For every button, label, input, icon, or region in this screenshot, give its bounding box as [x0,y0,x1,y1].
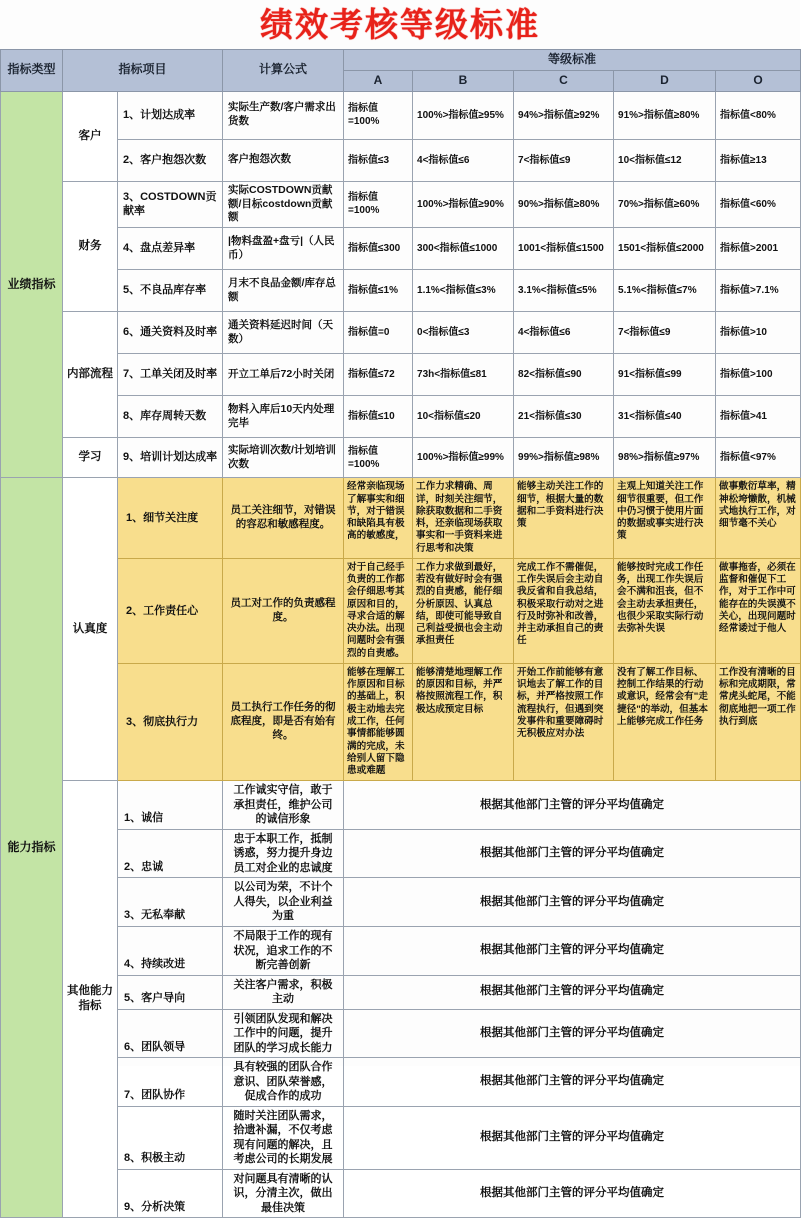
grade-c-value: 7<指标值≤9 [514,139,614,181]
table-row [1,663,801,780]
table-row [1,1106,801,1169]
indicator-item: 7、团队协作 [118,1058,223,1107]
grade-a-value: 能够在理解工作原因和目标的基础上，积极主动地去完成工作，任何事情都能够圆满的完成，未给别人留下隐患或难题 [344,663,413,780]
grade-merged-note: 根据其他部门主管的评分平均值确定 [344,1169,801,1218]
indicator-formula: 通关资料延迟时间（天数） [223,312,344,354]
grade-d-value: 5.1%<指标值≤7% [614,270,716,312]
grade-a-value: 指标值≤72 [344,354,413,396]
grade-o-value: 指标值>7.1% [716,270,801,312]
group-label-internal-process: 内部流程 [63,312,118,438]
group-label-finance: 财务 [63,181,118,312]
grade-a-value: 指标值≤300 [344,228,413,270]
grade-b-value: 工作力求做到最好，若没有做好时会有强烈的自责感，能仔细分析原因、认真总结，即使可能导致自己利益受损也会主动承担责任 [413,558,514,663]
indicator-item: 6、通关资料及时率 [118,312,223,354]
grade-c-value: 21<指标值≤30 [514,396,614,438]
table-row [1,91,801,139]
indicator-formula: 对问题具有清晰的认识，分清主次，做出最佳决策 [223,1169,344,1218]
header-indicator-item: 指标项目 [63,50,223,92]
indicator-item: 1、计划达成率 [118,91,223,139]
indicator-formula: 不局限于工作的现有状况，追求工作的不断完善创新 [223,926,344,975]
indicator-item: 8、积极主动 [118,1106,223,1169]
indicator-item: 7、工单关闭及时率 [118,354,223,396]
indicator-formula: 具有较强的团队合作意识、团队荣誉感，促成合作的成功 [223,1058,344,1107]
table-row [1,438,801,478]
indicator-formula: 忠于本职工作，抵制诱惑，努力提升身边员工对企业的忠诚度 [223,829,344,878]
grade-d-value: 10<指标值≤12 [614,139,716,181]
table-row [1,829,801,878]
indicator-formula: |物料盘盈+盘亏|（人民币） [223,228,344,270]
grade-d-value: 7<指标值≤9 [614,312,716,354]
indicator-formula: 实际生产数/客户需求出货数 [223,91,344,139]
group-label-learning: 学习 [63,438,118,478]
table-row [1,558,801,663]
grade-c-value: 90%>指标值≥80% [514,181,614,228]
table-row [1,1058,801,1107]
grade-o-value: 指标值≥13 [716,139,801,181]
grade-merged-note: 根据其他部门主管的评分平均值确定 [344,829,801,878]
header-indicator-type: 指标类型 [1,50,63,92]
grade-a-value: 指标值=100% [344,91,413,139]
indicator-formula: 开立工单后72小时关闭 [223,354,344,396]
table-row [1,181,801,228]
grade-merged-note: 根据其他部门主管的评分平均值确定 [344,975,801,1009]
table-row [1,354,801,396]
indicator-item: 3、COSTDOWN贡献率 [118,181,223,228]
grade-a-value: 指标值=100% [344,438,413,478]
indicator-formula: 月末不良品金额/库存总额 [223,270,344,312]
grade-c-value: 完成工作不需催促，工作失误后会主动自我反省和自我总结，积极采取行动对之进行及时弥补和改善，并主动承担自己的责任 [514,558,614,663]
header-grade-o: O [716,70,801,91]
table-row [1,975,801,1009]
grade-c-value: 能够主动关注工作的细节，根据大量的数据和二手资料进行决策 [514,478,614,559]
grade-b-value: 0<指标值≤3 [413,312,514,354]
grade-a-value: 指标值≤10 [344,396,413,438]
header-grade-d: D [614,70,716,91]
section-label-performance: 业绩指标 [1,91,63,478]
grade-o-value: 指标值>10 [716,312,801,354]
grade-b-value: 100%>指标值≥99% [413,438,514,478]
indicator-formula: 物料入库后10天内处理完毕 [223,396,344,438]
table-row [1,926,801,975]
grade-c-value: 94%>指标值≥92% [514,91,614,139]
grade-b-value: 工作力求精确、周详，时刻关注细节，除获取数据和二手资料，还亲临现场获取事实和一手资料来进行思考和决策 [413,478,514,559]
indicator-item: 8、库存周转天数 [118,396,223,438]
grade-o-value: 做事敷衍草率，精神松垮懒散，机械式地执行工作，对细节毫不关心 [716,478,801,559]
grade-a-value: 指标值≤1% [344,270,413,312]
grade-b-value: 73h<指标值≤81 [413,354,514,396]
header-grade-a: A [344,70,413,91]
indicator-item: 4、持续改进 [118,926,223,975]
table-row [1,270,801,312]
grade-o-value: 工作没有清晰的目标和完成期限，常常虎头蛇尾，不能彻底地把一项工作执行到底 [716,663,801,780]
indicator-formula: 关注客户需求，积极主动 [223,975,344,1009]
indicator-formula: 实际COSTDOWN贡献额/目标costdown贡献额 [223,181,344,228]
indicator-item: 9、分析决策 [118,1169,223,1218]
indicator-item: 4、盘点差异率 [118,228,223,270]
grade-c-value: 4<指标值≤6 [514,312,614,354]
indicator-formula: 实际培训次数/计划培训次数 [223,438,344,478]
table-row [1,478,801,559]
table-row [1,781,801,830]
grade-o-value: 指标值<60% [716,181,801,228]
grade-c-value: 99%>指标值≥98% [514,438,614,478]
indicator-formula: 员工执行工作任务的彻底程度，即是否有始有终。 [223,663,344,780]
grade-d-value: 70%>指标值≥60% [614,181,716,228]
grade-merged-note: 根据其他部门主管的评分平均值确定 [344,1009,801,1058]
performance-standard-table [0,49,801,1218]
grade-d-value: 98%>指标值≥97% [614,438,716,478]
section-label-capability: 能力指标 [1,478,63,1218]
table-row [1,1009,801,1058]
indicator-item: 2、工作责任心 [118,558,223,663]
grade-d-value: 能够按时完成工作任务，出现工作失误后会不满和沮丧，但不会主动去承担责任，也很少采取实际行动去弥补失误 [614,558,716,663]
grade-merged-note: 根据其他部门主管的评分平均值确定 [344,878,801,927]
indicator-formula: 客户抱怨次数 [223,139,344,181]
grade-b-value: 1.1%<指标值≤3% [413,270,514,312]
grade-b-value: 100%>指标值≥95% [413,91,514,139]
grade-a-value: 指标值=100% [344,181,413,228]
header-grade-group: 等级标准 [344,50,801,71]
grade-d-value: 没有了解工作目标、控制工作结果的行动或意识，经常会有"走捷径"的举动，但基本上能够完成工作任务 [614,663,716,780]
grade-a-value: 指标值=0 [344,312,413,354]
group-label-conscientiousness: 认真度 [63,478,118,781]
grade-b-value: 4<指标值≤6 [413,139,514,181]
indicator-item: 2、忠诚 [118,829,223,878]
indicator-formula: 员工关注细节，对错误的容忍和敏感程度。 [223,478,344,559]
group-label-other-capability: 其他能力指标 [63,781,118,1218]
indicator-item: 3、无私奉献 [118,878,223,927]
grade-d-value: 31<指标值≤40 [614,396,716,438]
grade-c-value: 1001<指标值≤1500 [514,228,614,270]
grade-o-value: 指标值>41 [716,396,801,438]
grade-a-value: 对于自己经手负责的工作都会仔细思考其原因和目的，寻求合适的解决办法。出现问题时会有强烈的自责感。 [344,558,413,663]
table-header-row-1 [1,50,801,71]
indicator-item: 1、细节关注度 [118,478,223,559]
grade-o-value: 指标值>2001 [716,228,801,270]
header-grade-b: B [413,70,514,91]
grade-c-value: 开始工作前能够有意识地去了解工作的目标，并严格按照工作流程执行，但遇到突发事件和重要障碍时无积极应对办法 [514,663,614,780]
indicator-item: 1、诚信 [118,781,223,830]
group-label-customer: 客户 [63,91,118,181]
grade-o-value: 指标值<97% [716,438,801,478]
table-row [1,312,801,354]
indicator-formula: 员工对工作的负责感程度。 [223,558,344,663]
grade-o-value: 做事拖沓，必须在监督和催促下工作，对于工作中可能存在的失误漠不关心，出现问题时经常诿过于他人 [716,558,801,663]
indicator-formula: 以公司为荣，不计个人得失，以企业利益为重 [223,878,344,927]
grade-b-value: 能够清楚地理解工作的原因和目标，并严格按照流程工作，积极达成预定目标 [413,663,514,780]
grade-d-value: 91%>指标值≥80% [614,91,716,139]
grade-merged-note: 根据其他部门主管的评分平均值确定 [344,1058,801,1107]
grade-a-value: 指标值≤3 [344,139,413,181]
grade-d-value: 91<指标值≤99 [614,354,716,396]
grade-o-value: 指标值<80% [716,91,801,139]
indicator-formula: 引领团队发现和解决工作中的问题，提升团队的学习成长能力 [223,1009,344,1058]
indicator-formula: 随时关注团队需求，拾遗补漏，不仅考虑现有问题的解决，且考虑公司的长期发展 [223,1106,344,1169]
header-formula: 计算公式 [223,50,344,92]
indicator-item: 6、团队领导 [118,1009,223,1058]
indicator-item: 5、客户导向 [118,975,223,1009]
indicator-formula: 工作诚实守信，敢于承担责任，维护公司的诚信形象 [223,781,344,830]
table-row [1,1169,801,1218]
grade-d-value: 1501<指标值≤2000 [614,228,716,270]
table-row [1,228,801,270]
grade-b-value: 100%>指标值≥90% [413,181,514,228]
grade-merged-note: 根据其他部门主管的评分平均值确定 [344,1106,801,1169]
table-row [1,396,801,438]
grade-merged-note: 根据其他部门主管的评分平均值确定 [344,781,801,830]
page-title: 绩效考核等级标准 [260,8,540,44]
indicator-item: 9、培训计划达成率 [118,438,223,478]
grade-d-value: 主观上知道关注工作细节很重要，但工作中仍习惯于使用片面的数据或事实进行决策 [614,478,716,559]
grade-c-value: 82<指标值≤90 [514,354,614,396]
grade-b-value: 10<指标值≤20 [413,396,514,438]
indicator-item: 2、客户抱怨次数 [118,139,223,181]
grade-c-value: 3.1%<指标值≤5% [514,270,614,312]
grade-a-value: 经常亲临现场了解事实和细节，对于错误和缺陷具有极高的敏感度， [344,478,413,559]
grade-merged-note: 根据其他部门主管的评分平均值确定 [344,926,801,975]
grade-b-value: 300<指标值≤1000 [413,228,514,270]
indicator-item: 3、彻底执行力 [118,663,223,780]
grade-o-value: 指标值>100 [716,354,801,396]
indicator-item: 5、不良品库存率 [118,270,223,312]
header-grade-c: C [514,70,614,91]
table-row [1,878,801,927]
table-row [1,139,801,181]
